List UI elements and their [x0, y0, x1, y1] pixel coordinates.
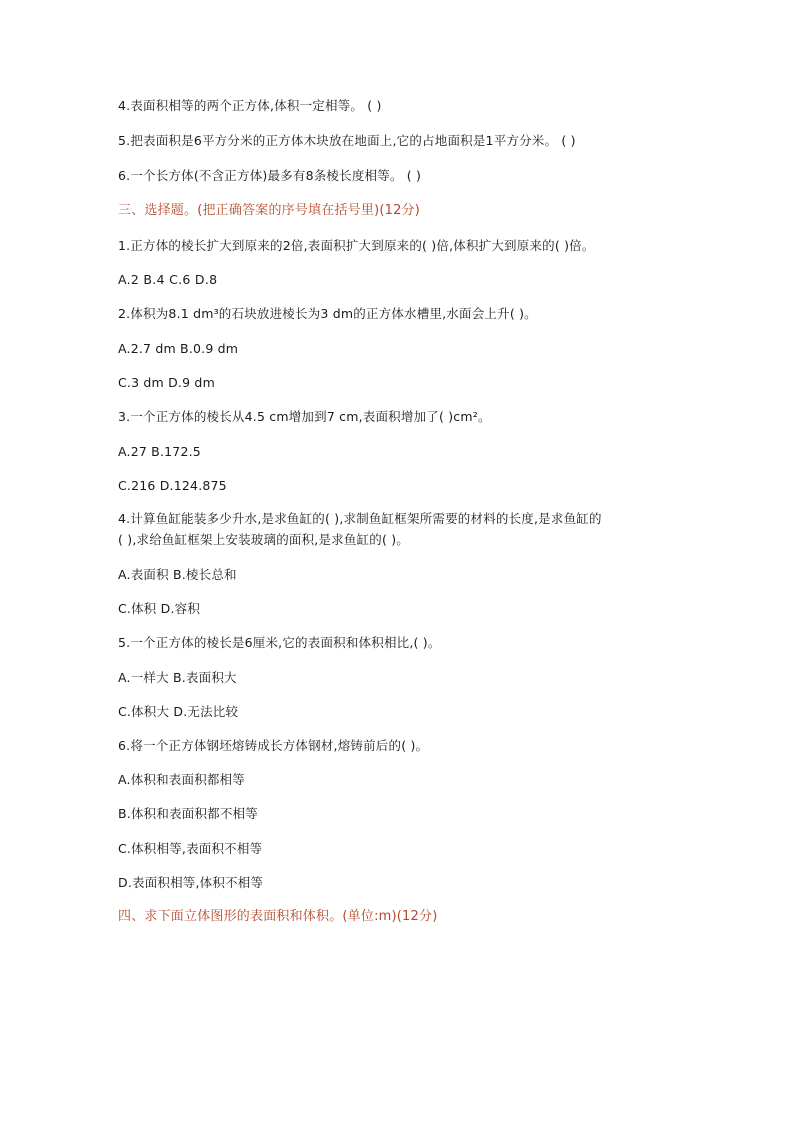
choice-question-2-options-ab: A.2.7 dm B.0.9 dm — [118, 341, 239, 356]
choice-question-6-option-d: D.表面积相等,体积不相等 — [118, 875, 264, 890]
choice-question-5: 5.一个正方体的棱长是6厘米,它的表面积和体积相比,( )。 — [118, 635, 441, 650]
choice-question-2-options-cd: C.3 dm D.9 dm — [118, 375, 215, 390]
section-3-heading: 三、选择题。(把正确答案的序号填在括号里)(12分) — [118, 203, 421, 218]
choice-question-6-option-a: A.体积和表面积都相等 — [118, 772, 246, 787]
section-4-heading: 四、求下面立体图形的表面积和体积。(单位:m)(12分) — [118, 909, 438, 924]
choice-question-5-options-ab: A.一样大 B.表面积大 — [118, 670, 237, 685]
choice-question-2: 2.体积为8.1 dm³的石块放进棱长为3 dm的正方体水槽里,水面会上升( )。 — [118, 306, 537, 321]
choice-question-6-option-c: C.体积相等,表面积不相等 — [118, 841, 263, 856]
choice-question-3-options-ab: A.27 B.172.5 — [118, 444, 201, 459]
choice-question-3: 3.一个正方体的棱长从4.5 cm增加到7 cm,表面积增加了( )cm²。 — [118, 409, 491, 424]
choice-question-4-line-2: ( ),求给鱼缸框架上安装玻璃的面积,是求鱼缸的( )。 — [118, 532, 410, 547]
judge-question-5: 5.把表面积是6平方分米的正方体木块放在地面上,它的占地面积是1平方分米。 ( ) — [118, 133, 576, 148]
judge-question-4: 4.表面积相等的两个正方体,体积一定相等。 ( ) — [118, 98, 382, 113]
judge-question-6: 6.一个长方体(不含正方体)最多有8条棱长度相等。 ( ) — [118, 168, 422, 183]
choice-question-1: 1.正方体的棱长扩大到原来的2倍,表面积扩大到原来的( )倍,体积扩大到原来的( )倍。 — [118, 238, 595, 253]
choice-question-3-options-cd: C.216 D.124.875 — [118, 478, 227, 493]
choice-question-6-option-b: B.体积和表面积都不相等 — [118, 806, 258, 821]
choice-question-5-options-cd: C.体积大 D.无法比较 — [118, 704, 239, 719]
choice-question-4-options-cd: C.体积 D.容积 — [118, 601, 201, 616]
choice-question-4-line-1: 4.计算鱼缸能装多少升水,是求鱼缸的( ),求制鱼缸框架所需要的材料的长度,是求鱼缸的 — [118, 511, 602, 526]
choice-question-1-options: A.2 B.4 C.6 D.8 — [118, 272, 218, 287]
choice-question-6: 6.将一个正方体钢坯熔铸成长方体钢材,熔铸前后的( )。 — [118, 738, 429, 753]
choice-question-4-options-ab: A.表面积 B.棱长总和 — [118, 567, 237, 582]
